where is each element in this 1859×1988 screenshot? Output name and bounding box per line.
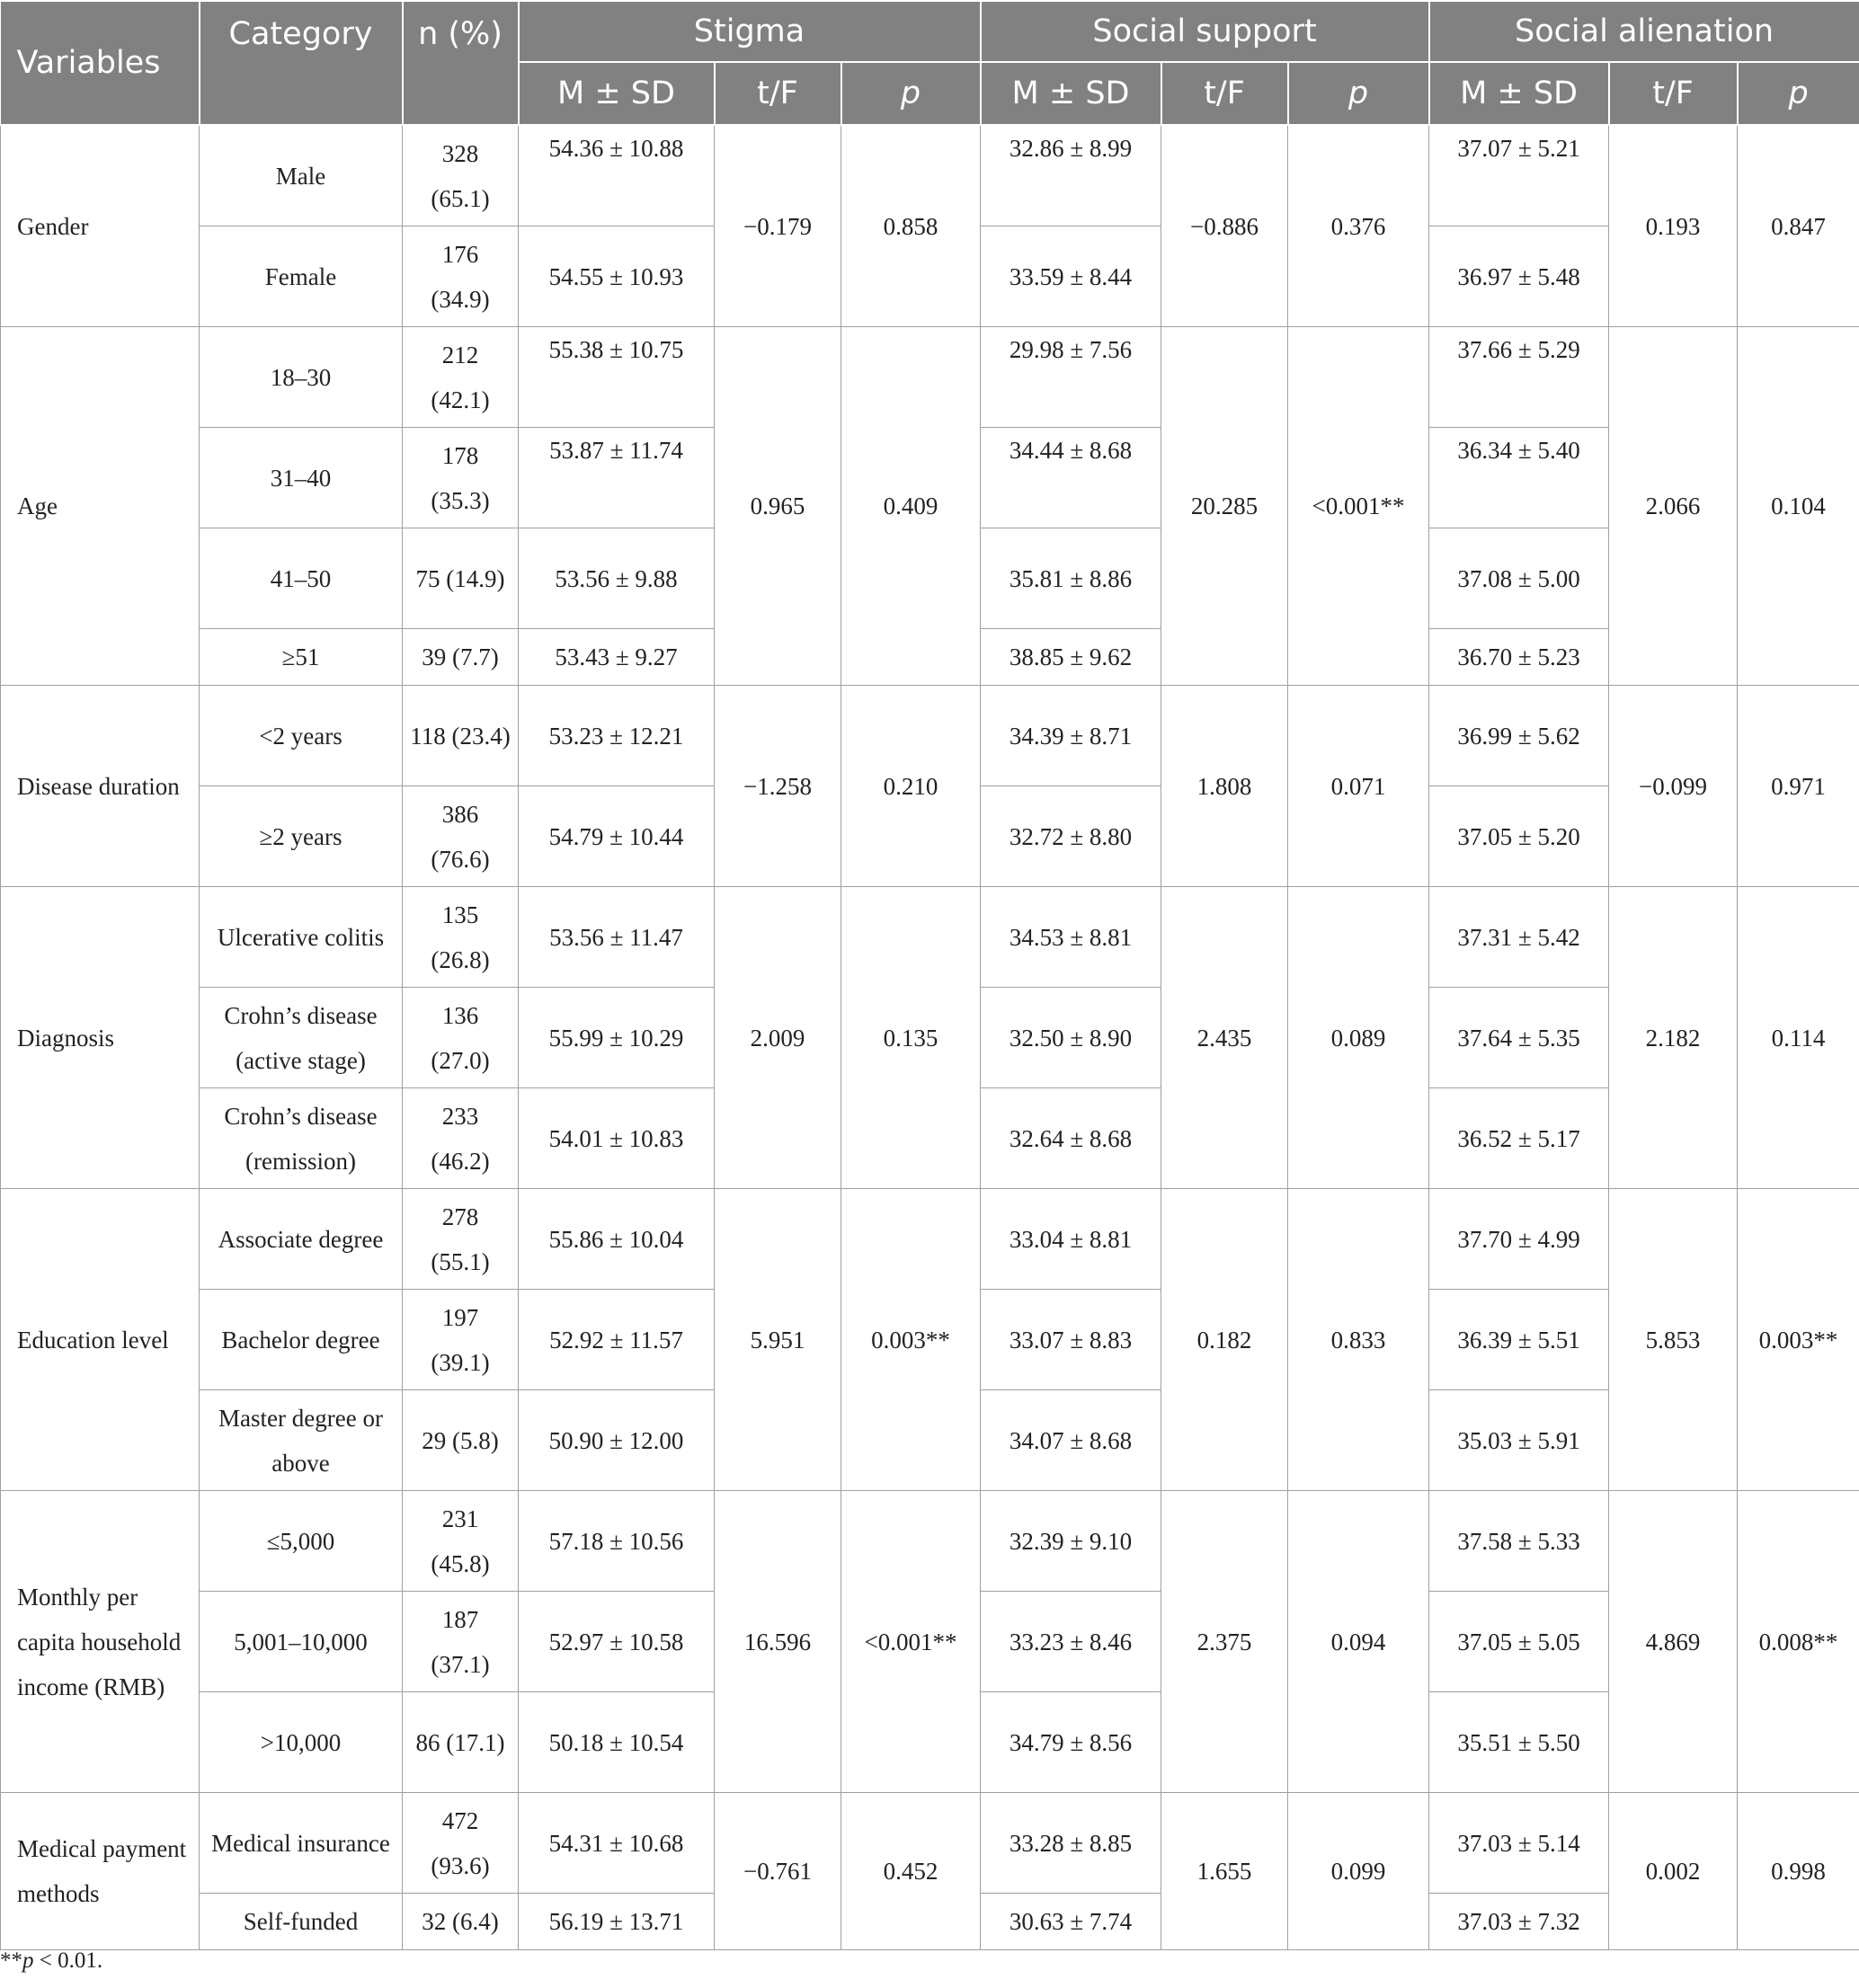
table-row [1, 1491, 1859, 1592]
support-p-cell: <0.001** [1288, 327, 1429, 686]
table-row [1, 327, 1859, 428]
n-cell: 233 (46.2) [403, 1088, 519, 1189]
table-row [1, 1189, 1859, 1290]
support-msd-cell: 33.04 ± 8.81 [981, 1189, 1161, 1290]
support-tf-cell: −0.886 [1161, 125, 1288, 327]
alienation-msd-cell: 37.58 ± 5.33 [1429, 1491, 1609, 1592]
alienation-msd-cell: 37.70 ± 4.99 [1429, 1189, 1609, 1290]
alienation-msd-cell: 36.70 ± 5.23 [1429, 629, 1609, 686]
alienation-p-cell: 0.003** [1738, 1189, 1859, 1491]
support-p-cell: 0.071 [1288, 686, 1429, 887]
stigma-tf-cell: −1.258 [715, 686, 841, 887]
alienation-msd-cell: 36.39 ± 5.51 [1429, 1290, 1609, 1390]
support-p-cell: 0.833 [1288, 1189, 1429, 1491]
header-social-support: Social support [981, 1, 1429, 62]
header-stigma-p: p [841, 62, 981, 125]
alienation-tf-cell: −0.099 [1609, 686, 1738, 887]
n-cell: 29 (5.8) [403, 1390, 519, 1491]
support-msd-cell: 34.44 ± 8.68 [981, 428, 1161, 528]
alienation-msd-cell: 37.66 ± 5.29 [1429, 327, 1609, 428]
category-cell: Associate degree [200, 1189, 403, 1290]
category-cell: Self-funded [200, 1894, 403, 1950]
n-cell: 39 (7.7) [403, 629, 519, 686]
alienation-msd-cell: 37.05 ± 5.05 [1429, 1592, 1609, 1692]
stigma-p-cell: 0.409 [841, 327, 981, 686]
stigma-msd-cell: 54.36 ± 10.88 [519, 125, 715, 226]
support-msd-cell: 32.64 ± 8.68 [981, 1088, 1161, 1189]
stigma-tf-cell: −0.761 [715, 1793, 841, 1950]
n-cell: 135 (26.8) [403, 887, 519, 988]
support-msd-cell: 33.23 ± 8.46 [981, 1592, 1161, 1692]
variable-label: Disease duration [1, 686, 200, 887]
support-msd-cell: 33.28 ± 8.85 [981, 1793, 1161, 1894]
alienation-msd-cell: 37.05 ± 5.20 [1429, 786, 1609, 887]
alienation-tf-cell: 2.066 [1609, 327, 1738, 686]
stigma-p-cell: <0.001** [841, 1491, 981, 1793]
stigma-msd-cell: 56.19 ± 13.71 [519, 1894, 715, 1950]
footnote-p: p [22, 1948, 34, 1973]
alienation-p-cell: 0.008** [1738, 1491, 1859, 1793]
category-cell: Medical insurance [200, 1793, 403, 1894]
alienation-msd-cell: 37.08 ± 5.00 [1429, 528, 1609, 629]
alienation-p-cell: 0.998 [1738, 1793, 1859, 1950]
header-n-pct: n (%) [403, 1, 519, 125]
variable-label: Diagnosis [1, 887, 200, 1189]
variable-label: Education level [1, 1189, 200, 1491]
alienation-msd-cell: 37.07 ± 5.21 [1429, 125, 1609, 226]
support-tf-cell: 20.285 [1161, 327, 1288, 686]
stigma-msd-cell: 54.01 ± 10.83 [519, 1088, 715, 1189]
variable-label: Medical payment methods [1, 1793, 200, 1950]
support-tf-cell: 0.182 [1161, 1189, 1288, 1491]
stigma-msd-cell: 53.87 ± 11.74 [519, 428, 715, 528]
support-msd-cell: 33.07 ± 8.83 [981, 1290, 1161, 1390]
category-cell: ≥51 [200, 629, 403, 686]
header-support-tf: t/F [1161, 62, 1288, 125]
category-cell: Female [200, 226, 403, 327]
n-cell: 328 (65.1) [403, 125, 519, 226]
category-cell: 18–30 [200, 327, 403, 428]
variable-label: Age [1, 327, 200, 686]
category-cell: ≥2 years [200, 786, 403, 887]
footnote-marker: ** [0, 1948, 22, 1973]
support-msd-cell: 32.39 ± 9.10 [981, 1491, 1161, 1592]
support-tf-cell: 1.655 [1161, 1793, 1288, 1950]
support-msd-cell: 29.98 ± 7.56 [981, 327, 1161, 428]
header-social-alienation: Social alienation [1429, 1, 1859, 62]
category-cell: 5,001–10,000 [200, 1592, 403, 1692]
stigma-p-cell: 0.210 [841, 686, 981, 887]
support-p-cell: 0.099 [1288, 1793, 1429, 1950]
stigma-msd-cell: 53.23 ± 12.21 [519, 686, 715, 786]
stigma-tf-cell: 16.596 [715, 1491, 841, 1793]
alienation-msd-cell: 36.52 ± 5.17 [1429, 1088, 1609, 1189]
alienation-p-cell: 0.104 [1738, 327, 1859, 686]
support-tf-cell: 1.808 [1161, 686, 1288, 887]
support-msd-cell: 34.39 ± 8.71 [981, 686, 1161, 786]
n-cell: 278 (55.1) [403, 1189, 519, 1290]
alienation-msd-cell: 37.31 ± 5.42 [1429, 887, 1609, 988]
category-cell: >10,000 [200, 1692, 403, 1793]
support-msd-cell: 34.07 ± 8.68 [981, 1390, 1161, 1491]
alienation-msd-cell: 36.99 ± 5.62 [1429, 686, 1609, 786]
support-msd-cell: 32.86 ± 8.99 [981, 125, 1161, 226]
category-cell: Crohn’s disease (active stage) [200, 988, 403, 1088]
table-row [1, 1793, 1859, 1894]
footnote-text: < 0.01. [33, 1948, 103, 1973]
table-row [1, 686, 1859, 786]
header-category: Category [200, 1, 403, 125]
header-support-msd: M ± SD [981, 62, 1161, 125]
support-msd-cell: 33.59 ± 8.44 [981, 226, 1161, 327]
stigma-msd-cell: 50.90 ± 12.00 [519, 1390, 715, 1491]
alienation-msd-cell: 37.03 ± 7.32 [1429, 1894, 1609, 1950]
category-cell: 41–50 [200, 528, 403, 629]
support-msd-cell: 34.79 ± 8.56 [981, 1692, 1161, 1793]
support-msd-cell: 35.81 ± 8.86 [981, 528, 1161, 629]
n-cell: 472 (93.6) [403, 1793, 519, 1894]
n-cell: 197 (39.1) [403, 1290, 519, 1390]
alienation-tf-cell: 0.193 [1609, 125, 1738, 327]
stigma-msd-cell: 54.79 ± 10.44 [519, 786, 715, 887]
category-cell: ≤5,000 [200, 1491, 403, 1592]
header-stigma-msd: M ± SD [519, 62, 715, 125]
n-cell: 231 (45.8) [403, 1491, 519, 1592]
stigma-p-cell: 0.135 [841, 887, 981, 1189]
support-tf-cell: 2.375 [1161, 1491, 1288, 1793]
alienation-msd-cell: 36.97 ± 5.48 [1429, 226, 1609, 327]
alienation-tf-cell: 2.182 [1609, 887, 1738, 1189]
table-row [1, 125, 1859, 226]
header-alienation-tf: t/F [1609, 62, 1738, 125]
category-cell: Crohn’s disease (remission) [200, 1088, 403, 1189]
stigma-msd-cell: 53.56 ± 11.47 [519, 887, 715, 988]
stigma-tf-cell: 0.965 [715, 327, 841, 686]
variable-label: Gender [1, 125, 200, 327]
n-cell: 86 (17.1) [403, 1692, 519, 1793]
stigma-msd-cell: 52.92 ± 11.57 [519, 1290, 715, 1390]
stigma-msd-cell: 57.18 ± 10.56 [519, 1491, 715, 1592]
support-msd-cell: 30.63 ± 7.74 [981, 1894, 1161, 1950]
stigma-msd-cell: 54.55 ± 10.93 [519, 226, 715, 327]
n-cell: 187 (37.1) [403, 1592, 519, 1692]
category-cell: Male [200, 125, 403, 226]
stigma-msd-cell: 50.18 ± 10.54 [519, 1692, 715, 1793]
footnote [0, 1948, 102, 1974]
stigma-msd-cell: 55.99 ± 10.29 [519, 988, 715, 1088]
alienation-p-cell: 0.847 [1738, 125, 1859, 327]
stigma-msd-cell: 53.43 ± 9.27 [519, 629, 715, 686]
stigma-msd-cell: 55.86 ± 10.04 [519, 1189, 715, 1290]
category-cell: <2 years [200, 686, 403, 786]
table-row [1, 887, 1859, 988]
stigma-tf-cell: 5.951 [715, 1189, 841, 1491]
stigma-msd-cell: 53.56 ± 9.88 [519, 528, 715, 629]
stigma-tf-cell: 2.009 [715, 887, 841, 1189]
header-variables: Variables [1, 1, 200, 125]
n-cell: 212 (42.1) [403, 327, 519, 428]
support-tf-cell: 2.435 [1161, 887, 1288, 1189]
alienation-msd-cell: 37.64 ± 5.35 [1429, 988, 1609, 1088]
stigma-msd-cell: 52.97 ± 10.58 [519, 1592, 715, 1692]
category-cell: Ulcerative colitis [200, 887, 403, 988]
support-msd-cell: 34.53 ± 8.81 [981, 887, 1161, 988]
alienation-msd-cell: 35.03 ± 5.91 [1429, 1390, 1609, 1491]
stigma-msd-cell: 54.31 ± 10.68 [519, 1793, 715, 1894]
category-cell: 31–40 [200, 428, 403, 528]
alienation-msd-cell: 36.34 ± 5.40 [1429, 428, 1609, 528]
n-cell: 136 (27.0) [403, 988, 519, 1088]
stigma-p-cell: 0.003** [841, 1189, 981, 1491]
header-alienation-msd: M ± SD [1429, 62, 1609, 125]
stigma-tf-cell: −0.179 [715, 125, 841, 327]
alienation-msd-cell: 37.03 ± 5.14 [1429, 1793, 1609, 1894]
support-p-cell: 0.094 [1288, 1491, 1429, 1793]
category-cell: Bachelor degree [200, 1290, 403, 1390]
header-alienation-p: p [1738, 62, 1859, 125]
n-cell: 386 (76.6) [403, 786, 519, 887]
header-stigma: Stigma [519, 1, 981, 62]
variable-label: Monthly per capita household income (RMB) [1, 1491, 200, 1793]
alienation-tf-cell: 5.853 [1609, 1189, 1738, 1491]
alienation-tf-cell: 4.869 [1609, 1491, 1738, 1793]
support-p-cell: 0.089 [1288, 887, 1429, 1189]
alienation-msd-cell: 35.51 ± 5.50 [1429, 1692, 1609, 1793]
support-msd-cell: 32.72 ± 8.80 [981, 786, 1161, 887]
stigma-p-cell: 0.858 [841, 125, 981, 327]
header-stigma-tf: t/F [715, 62, 841, 125]
n-cell: 32 (6.4) [403, 1894, 519, 1950]
alienation-tf-cell: 0.002 [1609, 1793, 1738, 1950]
support-msd-cell: 32.50 ± 8.90 [981, 988, 1161, 1088]
category-cell: Master degree or above [200, 1390, 403, 1491]
n-cell: 178 (35.3) [403, 428, 519, 528]
alienation-p-cell: 0.114 [1738, 887, 1859, 1189]
n-cell: 75 (14.9) [403, 528, 519, 629]
n-cell: 176 (34.9) [403, 226, 519, 327]
support-msd-cell: 38.85 ± 9.62 [981, 629, 1161, 686]
support-p-cell: 0.376 [1288, 125, 1429, 327]
stigma-msd-cell: 55.38 ± 10.75 [519, 327, 715, 428]
n-cell: 118 (23.4) [403, 686, 519, 786]
alienation-p-cell: 0.971 [1738, 686, 1859, 887]
stigma-p-cell: 0.452 [841, 1793, 981, 1950]
header-support-p: p [1288, 62, 1429, 125]
